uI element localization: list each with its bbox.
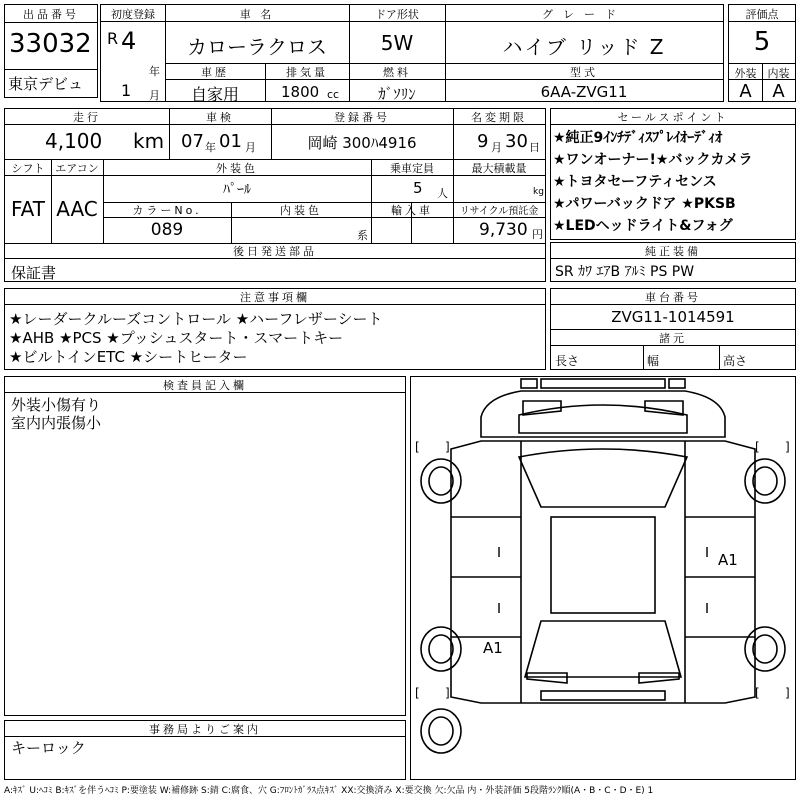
- name-change-day-unit: 日: [529, 141, 540, 154]
- first-reg-header: 初度登録: [111, 8, 155, 21]
- sales-point-3: ★トヨタセーフティセンス: [553, 174, 717, 190]
- aircon-value: AAC: [56, 197, 98, 221]
- inspector-box: [4, 376, 406, 716]
- capacity-value: 5: [413, 179, 423, 197]
- displacement-header: 排気量: [286, 66, 328, 79]
- door-value: 5W: [380, 31, 414, 55]
- chassis-value: ZVG11-1014591: [611, 308, 735, 326]
- recycle-unit: 円: [532, 228, 543, 241]
- sales-points-header: セールスポイント: [617, 111, 729, 124]
- exterior-color-value: ﾊﾟｰﾙ: [223, 182, 251, 198]
- sales-points-box: [550, 108, 796, 240]
- aircon-header: エアコン: [55, 162, 99, 175]
- dimensions-header: 諸元: [659, 332, 687, 345]
- first-reg-era: R: [107, 29, 119, 48]
- score-header: 評価点: [745, 8, 779, 21]
- name-change-month-unit: 月: [491, 141, 502, 154]
- venue-label: 東京デビュ: [8, 75, 84, 93]
- notes-header: 注意事項欄: [240, 291, 310, 304]
- exterior-color-header: 外装色: [216, 162, 258, 175]
- first-reg-month: 1: [121, 81, 132, 100]
- mileage-header: 走行: [73, 111, 101, 124]
- first-reg-year: 4: [121, 27, 137, 55]
- score-int-value: A: [772, 81, 785, 102]
- office-box: [4, 720, 406, 780]
- details-box: [4, 108, 546, 282]
- plate-value: 岡崎 300ﾊ4916: [307, 134, 417, 152]
- car-diagram-box: [410, 376, 796, 780]
- fuel-value: ｶﾞｿﾘﾝ: [378, 85, 416, 103]
- car-name-value: カローラクロス: [187, 35, 327, 59]
- capacity-header: 乗車定員: [390, 162, 434, 175]
- name-change-day: 30: [505, 131, 528, 152]
- chassis-header: 車台番号: [645, 291, 701, 304]
- model-value: 6AA-ZVG11: [540, 83, 628, 101]
- score-box: [728, 4, 796, 102]
- height-label: 高さ: [723, 354, 748, 368]
- shift-header: シフト: [11, 162, 45, 175]
- sales-point-1: ★純正9ｲﾝﾁﾃﾞｨｽﾌﾟﾚｲｵｰﾃﾞｨｵ: [553, 130, 723, 146]
- svg-text:]: ]: [445, 440, 450, 454]
- svg-text:[: [: [755, 686, 760, 700]
- office-value: キーロック: [11, 739, 86, 757]
- color-no-header: カラーNo.: [132, 204, 202, 217]
- damage-mark-right: A1: [718, 551, 738, 569]
- model-header: 型式: [570, 66, 598, 79]
- damage-mark-left: A1: [483, 639, 503, 657]
- svg-text:[: [: [415, 440, 420, 454]
- inspection-year: 07: [181, 131, 204, 152]
- mileage-value: 4,100: [45, 129, 103, 153]
- name-change-month: 9: [477, 131, 489, 152]
- grade-value: ハイブ リッド Z: [502, 35, 666, 59]
- fuel-header: 燃料: [383, 66, 411, 79]
- inspector-header: 検査員記入欄: [163, 379, 247, 392]
- score-ext-label: 外装: [734, 67, 757, 80]
- shift-value: FAT: [10, 197, 45, 221]
- lot-box: [4, 4, 98, 98]
- inspector-line-1: 外装小傷有り: [11, 396, 102, 414]
- interior-color-unit: 系: [357, 229, 368, 242]
- equipment-box: [550, 242, 796, 282]
- color-no-value: 089: [150, 220, 184, 240]
- later-parts-value: 保証書: [11, 264, 57, 282]
- score-value: 5: [753, 27, 771, 57]
- svg-text:]: ]: [785, 686, 790, 700]
- note-line-3: ★ビルトインETC ★シートヒーター: [9, 348, 248, 366]
- name-change-header: 名変期限: [471, 111, 527, 124]
- svg-text:[: [: [755, 440, 760, 454]
- office-header: 事務局よりご案内: [149, 723, 261, 736]
- sales-point-4: ★パワーバックドア ★PKSB: [553, 196, 736, 212]
- equipment-value: SR ｶﾜ ｴｱB ｱﾙﾐ PS PW: [555, 264, 695, 280]
- score-int-label: 内装: [767, 67, 790, 80]
- max-load-header: 最大積載量: [471, 162, 527, 175]
- history-value: 自家用: [190, 85, 239, 104]
- equipment-header: 純正装備: [645, 245, 701, 258]
- svg-text:]: ]: [445, 686, 450, 700]
- sales-point-5: ★LEDヘッドライト&フォグ: [553, 218, 733, 234]
- later-parts-header: 後日発送部品: [233, 245, 317, 258]
- chassis-box: [550, 288, 796, 370]
- inspector-line-2: 室内内張傷小: [11, 414, 102, 432]
- history-header: 車歴: [201, 66, 229, 79]
- interior-color-header: 内装色: [280, 204, 322, 217]
- first-reg-month-unit: 月: [149, 89, 160, 102]
- displacement-unit: cc: [327, 88, 340, 101]
- max-load-unit: kg: [533, 187, 544, 197]
- recycle-value: 9,730: [479, 220, 528, 240]
- note-line-1: ★レーダークルーズコントロール ★ハーフレザーシート: [9, 310, 383, 328]
- svg-text:[: [: [415, 686, 420, 700]
- mileage-unit: km: [133, 129, 165, 153]
- car-name-header: 車 名: [239, 8, 275, 21]
- first-reg-year-unit: 年: [149, 65, 160, 78]
- capacity-unit: 人: [437, 187, 448, 200]
- score-ext-value: A: [739, 81, 752, 102]
- car-diagram: [411, 377, 795, 779]
- width-label: 幅: [647, 354, 660, 368]
- recycle-header: リサイクル預託金: [459, 206, 539, 217]
- length-label: 長さ: [555, 354, 580, 368]
- displacement-value: 1800: [281, 83, 320, 101]
- sales-point-2: ★ワンオーナー!★バックカメラ: [553, 152, 753, 168]
- inspection-year-unit: 年: [205, 141, 216, 154]
- lot-number: 33032: [9, 29, 92, 59]
- door-header: ドア形状: [375, 8, 419, 21]
- note-line-2: ★AHB ★PCS ★プッシュスタート・スマートキー: [9, 329, 344, 347]
- lot-header: 出品番号: [23, 8, 79, 21]
- inspection-month: 01: [219, 131, 242, 152]
- inspection-header: 車検: [206, 111, 234, 124]
- inspection-month-unit: 月: [245, 141, 256, 154]
- plate-header: 登録番号: [334, 111, 390, 124]
- grade-header: グレード: [542, 8, 626, 21]
- import-header: 輸入車: [391, 204, 433, 217]
- svg-text:]: ]: [785, 440, 790, 454]
- notes-box: [4, 288, 546, 370]
- legend-text: A:ｷｽﾞ U:ﾍｺﾐ B:ｷｽﾞを伴うﾍｺﾐ P:要塗装 W:補修跡 S:錆 C:腐食、穴 G:ﾌﾛﾝﾄｶﾞﾗｽ点ｷｽﾞ XX:交換済み X:要交換 欠:欠品 内・外装評価 5段階ﾗﾝｸ順(A・B・C・D・E) 1: [4, 786, 654, 796]
- top-row: [100, 4, 724, 102]
